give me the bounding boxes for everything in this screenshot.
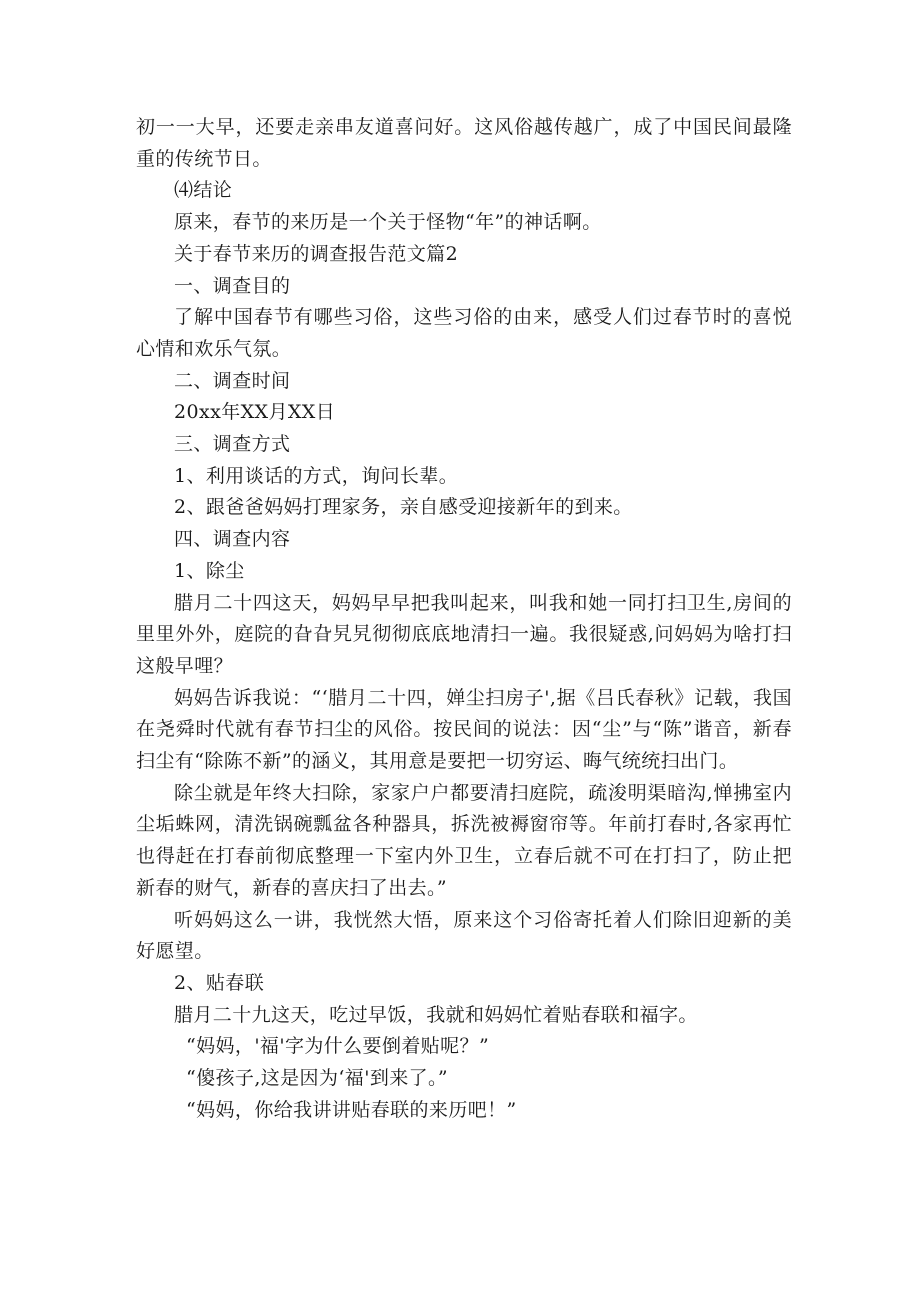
heading-content: 四、调查内容 (174, 528, 291, 551)
heading-conclusion: ⑷结论 (174, 179, 233, 202)
subheading-dusting: 1、除尘 (174, 559, 245, 582)
paragraph-intro: 初一一大早，还要走亲串友道喜问好。这风俗越传越广，成了中国民间最隆重的传统节日。 (136, 116, 792, 170)
paragraph-dusting-4: 听妈妈这么一讲，我恍然大悟，原来这个习俗寄托着人们除旧迎新的美好愿望。 (136, 908, 792, 963)
dialogue-line-3: “妈妈，你给我讲讲贴春联的来历吧！” (186, 1098, 517, 1121)
list-item-method-1: 1、利用谈话的方式，询问长辈。 (174, 464, 459, 487)
paragraph-dusting-3: 除尘就是年终大扫除，家家户户都要清扫庭院，疏浚明渠暗沟,惮拂室内尘垢蛛网，清洗锅碗瓢盆各种器具，拆洗被褥窗帘等。年前打春时,各家再忙也得赶在打春前彻底整理一下室内外卫生，立春后就不可在打扫了，防止把新春的财气，新春的喜庆扫了出去。” (136, 781, 792, 899)
heading-purpose: 一、调查目的 (174, 274, 291, 297)
paragraph-date: 20xx年XX月XX日 (174, 401, 336, 424)
subheading-couplets: 2、贴春联 (174, 971, 265, 994)
paragraph-dusting-1: 腊月二十四这天，妈妈早早把我叫起来，叫我和她一同打扫卫生,房间的里里外外，庭院的旮旮旯旯彻彻底底地清扫一遍。我很疑惑,问妈妈为啥打扫这般早哩？ (136, 591, 792, 677)
heading-time: 二、调查时间 (174, 369, 291, 392)
paragraph-purpose: 了解中国春节有哪些习俗，这些习俗的由来，感受人们过春节时的喜悦心情和欢乐气氛。 (136, 306, 792, 360)
document-body (136, 112, 792, 1127)
dialogue-line-1: “妈妈，'福'字为什么要倒着贴呢？” (186, 1035, 490, 1058)
paragraph-dusting-2: 妈妈告诉我说：“‘腊月二十四，婵尘扫房子',据《吕氏春秋》记载，我国在尧舜时代就有春节扫尘的风俗。按民间的说法：因“尘”与“陈”谐音，新春扫尘有“除陈不新”的涵义，其用意是要把一切穷运、晦气统统扫出门。 (136, 686, 792, 773)
paragraph-couplets-1: 腊月二十九这天，吃过早饭，我就和妈妈忙着贴春联和福字。 (174, 1003, 698, 1026)
list-item-method-2: 2、跟爸爸妈妈打理家务，亲自感受迎接新年的到来。 (174, 496, 633, 519)
article-title: 关于春节来历的调查报告范文篇2 (174, 242, 459, 265)
paragraph-conclusion: 原来，春节的来历是一个关于怪物“年”的神话啊。 (174, 211, 602, 234)
heading-method: 三、调查方式 (174, 433, 291, 456)
dialogue-line-2: “傻孩子,这是因为‘福'到来了。” (186, 1067, 449, 1090)
